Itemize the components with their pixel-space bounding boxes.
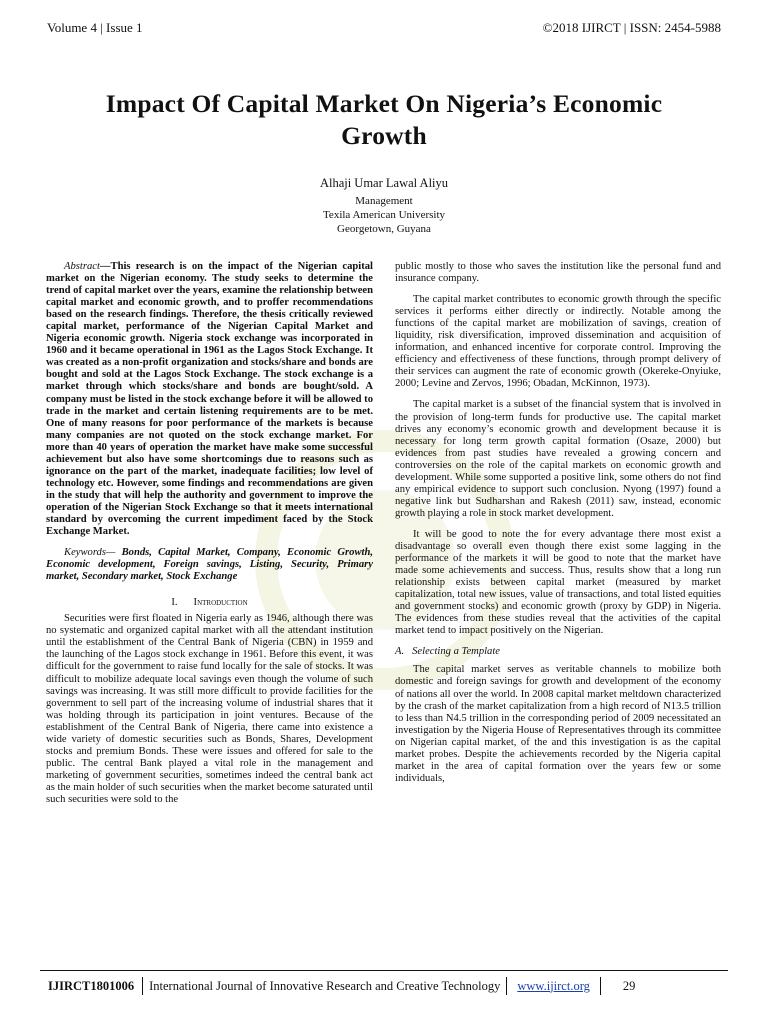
running-header (47, 20, 721, 36)
section-number: I. (171, 597, 178, 609)
right-paragraph-1: public mostly to those who saves the institution like the personal fund and insurance company. (395, 261, 721, 285)
author-name: Alhaji Umar Lawal Aliyu (319, 176, 449, 190)
volume-issue: Volume 4 | Issue 1 (47, 20, 143, 35)
left-column (46, 261, 373, 815)
title-line-1: Impact Of Capital Market On Nigeria’s Economic (105, 89, 663, 118)
author-location: Georgetown, Guyana (337, 223, 431, 235)
page-number: 29 (622, 978, 636, 993)
abstract-lead: Abstract (64, 261, 100, 272)
right-paragraph-4: It will be good to note the for every advantage there most exist a disadvantage so overall even though there exist some lagging in the performance of the markets it will be good to note that the market have made some achievements and success. Thus, results show that a long run relationship exists between capital market (measured by market capitalization, total new issues, value of transactions, and total listed equities and government stocks) and economic growth (proxy by GDP) in Nigeria. The evidences from these studies reveal that the activities of the capital market tend to impact positively on the Nigerian. (395, 528, 721, 637)
paper-title (40, 88, 728, 152)
right-column (395, 261, 721, 794)
copyright-issn: ©2018 IJIRCT | ISSN: 2454-5988 (542, 20, 721, 35)
section-heading-introduction (46, 597, 373, 609)
author-block (0, 176, 768, 236)
keywords (46, 547, 373, 583)
abstract (46, 261, 373, 538)
journal-url-link[interactable]: www.ijirct.org (517, 978, 590, 993)
subsection-title: Selecting a Template (412, 646, 500, 658)
author-department: Management (355, 195, 413, 207)
paper-code: IJIRCT1801006 (48, 978, 135, 993)
section-title: Introduction (193, 597, 248, 609)
keywords-text: Bonds, Capital Market, Company, Economic Growth, Economic development, Foreign savings, Listing, Security, Primary market, Secondary market, Stock Exchange (46, 547, 373, 583)
subsection-heading (395, 646, 721, 658)
keywords-lead: Keywords— (64, 547, 116, 559)
right-paragraph-3: The capital market is a subset of the financial system that is involved in the provision of long-term funds for productive use. The capital market drives any economy’s economic growth and development because it is necessary for long term growth capital formation (Osaze, 2000) but evidences from past studies have revealed a growing concern and controversies on the role of the capital markets on economic growth and development. While some supported a positive link, some others do not find any empirical evidence to support such conclusion. Nyong (1997) found a negative link but Sudharshan and Rakesh (2011) saw, instead, economic growth playing a role in stock market development. (395, 399, 721, 519)
right-paragraph-5: The capital market serves as veritable channels to mobilize both domestic and foreign savings for growth and development of the economy of nations all over the world. In 2008 capital market meltdown characterized by the crash of the market capitalization from a high record of N13.5 trillion to less than N4.5 trillion in the corresponding period of 2009 necessitated an investigation by the Nigeria House of Representatives through its committee on Nigerian capital market, of the and this investigation is as the capital market probes. Despite the achievements recorded by the Nigeria capital market in the area of capital formation over the years few or some individuals, (395, 664, 721, 784)
title-line-2: Growth (341, 121, 427, 150)
introduction-paragraph: Securities were first floated in Nigeria early as 1946, although there was no systematic and organized capital market with all the attendant institution until the establishment of the Central Bank of Nigeria (CBN) in 1959 and the launching of the Lagos stock exchange in 1961. Before this event, it was difficult for the government to raise fund locally for the sale of stocks. It was difficult to mobilize adequate local savings even though the volume of such savings was increasing. It was still more difficult to provide facilities for the government to sell part of the increasing volume of industrial shares that it was holding through its participation in joint ventures. Because of the establishment of the Central Bank of Nigeria, there came into existence a wide variety of domestic securities such as Bonds, Shares, Development stocks and premium Bonds. These were issues and offered for sale to the public. The central Bank played a vital role in the management and marketing of government securities, sometimes indeed the central bank act as the main holder of such securities when the market become saturated until such securities were sold to the (46, 613, 373, 805)
right-paragraph-2: The capital market contributes to economic growth through the specific services it performs either directly or indirectly. Notable among the functions of the capital market are mobilization of savings, creation of liquidity, risk diversification, improved dissemination and acquisition of information, and enhanced incentive for corporate control. Improving the efficiency and effectiveness of these functions, through prompt delivery of their services can augment the rate of economic growth (Okereke-Onyiuke, 2000; Levine and Zervos, 1996; Obadan, McKinnon, 1973). (395, 294, 721, 390)
subsection-letter: A. (395, 646, 405, 658)
journal-name: International Journal of Innovative Research and Creative Technology (149, 978, 501, 993)
abstract-text: —This research is on the impact of the Nigerian capital market on the Nigerian economy. The study seeks to determine the trend of capital market over the years, examine the relationship between capital market and economic growth, and to proffer recommendations based on the research findings. Therefore, the thesis critically reviewed capital market, performance of the Nigerian Capital Market and Nigeria economic growth. Nigeria stock exchange was incorporated in 1960 and it became operational in 1961 as the Lagos Stock Exchange. It was created as a non-profit organization and stocks/share and bonds are bought and sold at the Lagos Stock Exchange. The stock exchange is a market through which stocks/share and bonds are bought/sold. A company must be listed in the stock exchange before it will be allowed to trade in the market and certain listening requirements are to be met. One of many reasons for poor performance of the markets is because many companies are not quoted on the stock exchange market. For more than 40 years of operation the market have make some successful achievement but also have some shortcomings due to reasons such as ignorance on the part of the market, inadequate facilities; low level of technology etc. However, some findings and recommendations are given in the study that will help the authority and government to improve the operation of the Nigerian Stock Exchange so that it meets international standard by overcoming the current impediment faced by the Stock Exchange Market. (46, 261, 373, 538)
page-footer (40, 970, 728, 994)
author-institution: Texila American University (322, 209, 446, 221)
